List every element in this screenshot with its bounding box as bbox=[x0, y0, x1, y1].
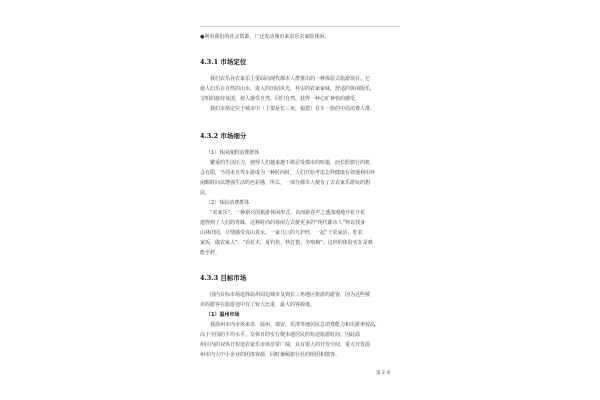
paragraph-line: 使人们乐在自然的山水，进入的田园风光，朴实的农家家味，舒适的休闲娱乐， bbox=[200, 86, 376, 92]
subheading-experience-group: （2）体验消费群体 bbox=[206, 200, 250, 206]
paragraph-line: 能至舒。 bbox=[200, 250, 221, 256]
paragraph-line: 法。 bbox=[200, 190, 211, 196]
paragraph-line: 家饭，做农家人”，“看花木，夏钓鱼，秋打猎，冬啃梅”；这样的体验实在是难 bbox=[200, 240, 373, 246]
paragraph-line: 州市内大中小企业的团体客源，同时兼顾旅行社的组团和散客。 bbox=[200, 352, 341, 358]
paragraph-line: 闲暇时间以增强生活的色彩感，所以，一部分都市人便有了去农家乐游玩的想 bbox=[200, 180, 371, 186]
document-body bbox=[200, 30, 400, 360]
header-rule bbox=[200, 26, 400, 27]
paragraph-line: 我温州市内市场来讲，温州、瑞安、乐清等地居民总消费能力和出游率较高， bbox=[210, 322, 381, 328]
page-number: 第 3 页 bbox=[376, 371, 391, 376]
paragraph-line: 文明的接待氛围，使人感受自然、回归自然、获得一种心旷神怡的感受。 bbox=[200, 96, 361, 102]
paragraph-line: 高于全国的平均水平。交休日的实行便本地居民的短途旅游时间。因此温 bbox=[200, 332, 361, 338]
subheading-wenzhou-market: （1）温州市场 bbox=[206, 312, 240, 318]
paragraph-line: 州区内的双休日短途农家乐市场非常广阔，具有很大的开发空间。重点开发温 bbox=[200, 342, 371, 348]
paragraph-line: 会有限，当周末自驾车游成为一种时尚时，人们开始考虑怎样健康有效地利用环 bbox=[200, 170, 376, 176]
paragraph-line: 山林田园，尽情感受真山真水，一家几口的九护经，一起“干农家活，吃农 bbox=[200, 230, 363, 236]
paragraph-line: 我们农乐谷农家乐主要面向现代都市人群推出的一种体验式旅游项目。它 bbox=[210, 76, 371, 82]
intro-line: ●利用我们的社会资源，广泛发动城市来农乐农家院休闲。 bbox=[200, 34, 330, 40]
paragraph-line: 遗得到了人们的青睐。这种时尚的休闲方式便更多的“现代都市人”得以找身 bbox=[200, 220, 366, 226]
paragraph-line: 市的游客在旅游途中有了较大比重，最大的客源地。 bbox=[200, 302, 316, 308]
section-heading-target-market: 4.3.3 目标市场 bbox=[200, 274, 247, 282]
paragraph-line: 繁重的生活压力，使得人们越来越不堪忍受都市的喧嚣，而长假旅行的机 bbox=[210, 160, 371, 166]
paragraph-line: 我们市场定位于城市中（主要是长三角，福建）有车一族的中高消费人群。 bbox=[210, 106, 376, 112]
section-heading-market-segmentation: 4.3.2 市场细分 bbox=[200, 132, 247, 140]
paragraph-line: 国内目标市场选择温州周边城市及到长三角地区旅游的游客，因为这些城 bbox=[210, 292, 371, 298]
paragraph-line: “农家乐”，一种新兴的旅游休闲形式，以而新春声之透漾漫地开花开花 bbox=[210, 210, 366, 216]
section-heading-market-positioning: 4.3.1 市场定位 bbox=[200, 58, 247, 66]
subheading-leisure-group: （1）休闲度假消费群体 bbox=[206, 150, 260, 156]
